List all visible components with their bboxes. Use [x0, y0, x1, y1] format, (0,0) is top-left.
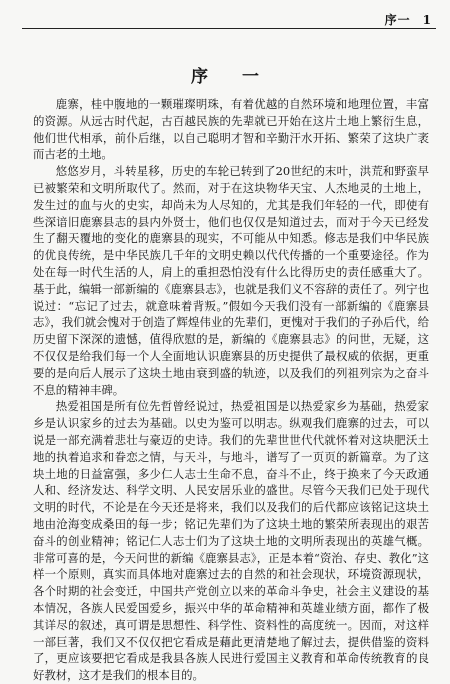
page-number: 1 [422, 13, 432, 27]
paragraph-3: 热爱祖国是所有位先哲曾经说过，热爱祖国是以热爱家乡为基础，热爱家乡是认识家乡的过去为基础。以史为鉴可以明志。纵观我们鹿寨的过去，可以说是一部充满着悲壮与豪迈的史诗。我们的先辈世世代代就怀着对这块肥沃土地的执着追求和眷恋之情，与天斗，与地斗，谱写了一页页的新篇章。为了这块土地的日益富强，多少仁人志士生命不息，奋斗不止，终于换来了今天政通人和、经济发达、科学文明、人民安居乐业的盛世。尽管今天我们已处于现代文明的时代，不论是在今天还是将来，我们以及我们的后代都应该铭记这块土地由沧海变成桑田的每一步；铭记先辈们为了这块土地的繁荣所表现出的艰苦奋斗的创业精神；铭记仁人志士们为了这块土地的文明所表现出的英雄气概。非常可喜的是，今天问世的新编《鹿寨县志》，正是本着“资治、存史、教化”这样一个原则，真实而具体地对鹿寨过去的自然的和社会现状，环境资源现状，各个时期的社会变迁，中国共产党创立以来的革命斗争史，社会主义建设的基本情况，各族人民爱国爱乡，振兴中华的革命精神和英雄业绩方面，都作了极其详尽的叙述，真可谓是思想性、科学性、资料性的高度统一。因而，对这样一部巨著，我们又不仅仅把它看成是藉此更清楚地了解过去，提供借鉴的资料了，更应该要把它看成是我县各族人民进行爱国主义教育和革命传统教育的良好教材，这才是我们的根本目的。 [33, 399, 429, 683]
preface-body [33, 96, 429, 684]
running-header-text [385, 11, 432, 28]
running-title: 序一 [384, 13, 411, 27]
paragraph-2: 悠悠岁月，斗转星移，历史的车轮已转到了20世纪的末叶，洪荒和野蛮早已被繁荣和文明所取代了。然而，对于在这块物华天宝、人杰地灵的土地上，发生过的血与火的史实，却尚未为人尽知的，尤其是我们年轻的一代，即使有些深谙旧鹿寨县志的县内外贤士，他们也仅仅是知道过去，而对于今天已经发生了翻天覆地的变化的鹿寨县的现实，不可能从中知悉。修志是我们中华民族的优良传统，是中华民族几千年的文明史赖以代代传播的一个重要途径。作为处在每一时代生活的人，肩上的重担恐怕没有什么比得历史的责任感重大了。基于此，编辑一部新编的《鹿寨县志》，也就是我们义不容辞的责任了。列宁也说过：“忘记了过去，就意味着背叛。”假如今天我们没有一部新编的《鹿寨县志》，我们就会愧对于创造了辉煌伟业的先辈们，更愧对于我们的子孙后代，给历史留下深深的遗憾，值得欣慰的是，新编的《鹿寨县志》的问世，无疑，这不仅仅是给我们每一个人全面地认识鹿寨县的历史提供了最权威的依据，更重要的是向后人展示了这块土地由衰到盛的轨迹，以及我们的列祖列宗为之奋斗不息的精神丰碑。 [33, 164, 429, 397]
paragraph-1: 鹿寨，桂中腹地的一颗璀璨明珠，有着优越的自然环境和地理位置，丰富的资源。从远古时代起，古百越民族的先辈就已开始在这片土地上繁衍生息，他们世代相承，前仆后继，以自己聪明才智和辛勤汗水开拓、繁荣了这块广袤而古老的土地。 [33, 97, 429, 162]
running-header [22, 8, 436, 29]
preface-title: 序 一 [191, 67, 273, 87]
